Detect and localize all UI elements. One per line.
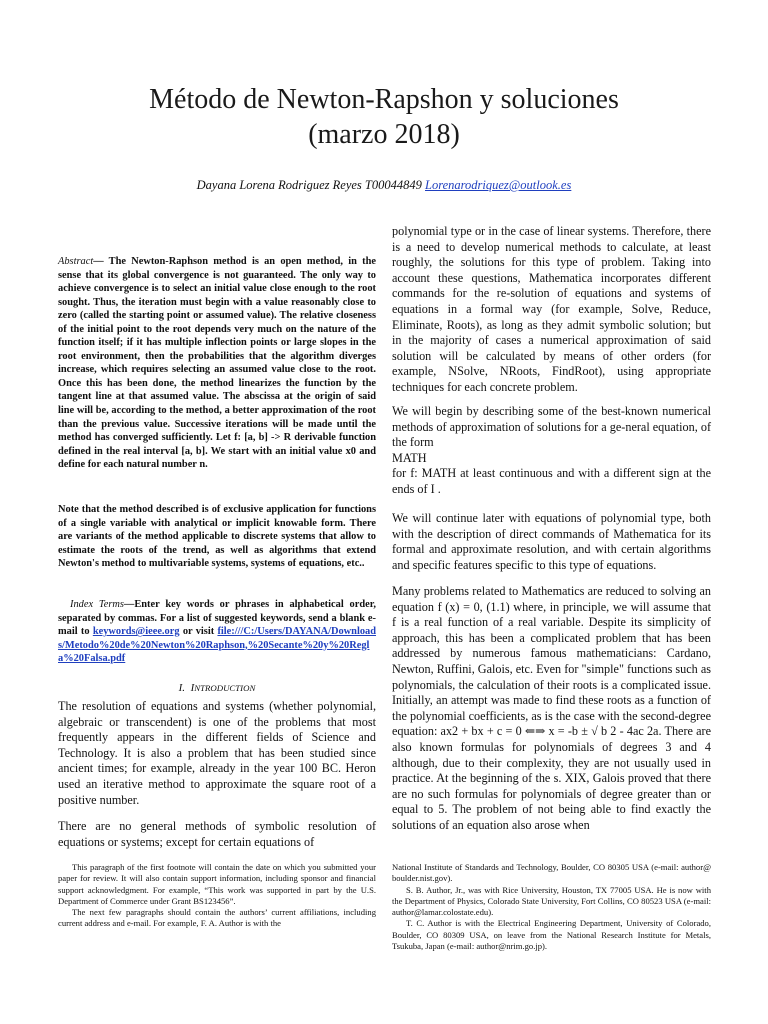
abstract-note: Note that the method described is of exclusive application for functions of a single variable with analytical or implicit knowable form. There are variants of the method applicable to discrete systems that allow to estimate the roots of the trend, as well as algorithms that extend Newton's method to multivariable systems, systems of equations, etc.. [58,504,376,570]
footnote: T. C. Author is with the Electrical Engineering Department, University of Colorado, Boulder, CO 80309 USA, on leave from the National Research Institute for Metals, Tsukuba, Japan (e-mail: author@nrim.go.jp). [392,918,711,952]
footnotes-right [392,862,711,952]
title-line-1: Método de Newton-Rapshon y soluciones [149,84,619,115]
body-paragraph: The resolution of equations and systems (whether polynomial, algebraic or transcendent) is one of the problems that most frequently appears in the different fields of Science and Technology. It is also a problem that has been studied since ancient times; for example, already in the year 100 BC. Heron used an iterative method to approximate the square root of a positive number. [58,699,376,807]
abstract-text: The Newton-Raphson method is an open method, in the sense that its global convergence is not guaranteed. The only way to achieve convergence is to select an initial value close enough to the root sought. Thus, the iteration must begin with a value reasonably close to zero (called the starting point or assumed value). The relative closeness of the initial point to the root depends very much on the nature of the function itself; if it has multiple inflection points or large slopes in the root environment, then the probabilities that the algorithm diverges increase, which requires selecting an assumed value close to the root. Once this has been done, the method linearizes the function by the tangent line at that assumed value. The abscissa at the origin of said line will be, according to the method, a better approximation of the root than the previous value. Successive iterations will be made until the method has converged sufficiently. Let f: [a, b] -> R derivable function defined in the real interval [a, b]. We start with an initial value x0 and define for each natural number n. [58,256,376,471]
body-paragraph: for f: MATH at least continuous and with a different sign at the ends of I . [392,466,711,496]
file-link[interactable]: file:///C:/Users/DAYANA/Downloads/Metodo%20de%20Newton%20Raphson,%20Secante%20y%20Regla%20Falsa.pdf [58,626,377,664]
body-paragraph: Many problems related to Mathematics are reduced to solving an equation f (x) = 0, (1.1) where, in principle, we will assume that f is a real function of a real variable. Despite its simplicity of approach, this has been a complicated problem that has been addressed by numerous famous mathematicians: Cardano, Newton, Ruffini, Galois, etc. Even for "simple" functions such as polynomials, the calculation of their roots is a complicated issue. Initially, an attempt was made to find these roots as a function of the polynomial coefficients, as is the case with the second-degree equation: ax2 + bx + c = 0 ⇐⇒ x = -b ± √ b 2 - 4ac 2a. There are also known formulas for polynomials of degrees 3 and 4 although, due to their complexity, they are not usually used in practice. At the beginning of the s. XIX, Galois proved that there are no such formulas for polynomials of degree greater than or equal to 5. The problem of not being able to find exactly the solutions of an equation also arose when [392,584,711,832]
intro-paragraph-1-block [58,699,376,808]
right-paragraph-2-block [392,404,711,498]
author-name: Dayana Lorena Rodriguez Reyes T00044849 [196,178,422,192]
footnotes-left [58,862,376,930]
author-email-link[interactable]: Lorenarodriquez@outlook.es [425,178,572,192]
abstract-block [58,255,376,472]
right-paragraph-3-block [392,511,711,573]
footnote: S. B. Author, Jr., was with Rice University, Houston, TX 77005 USA. He is now with the Department of Physics, Colorado State University, Fort Collins, CO 80523 USA (e-mail: author@lamar.colostate.edu). [392,884,711,918]
footnote: The next few paragraphs should contain the authors’ current affiliations, including current address and e-mail. For example, F. A. Author is with the [58,907,376,929]
body-paragraph: There are no general methods of symbolic resolution of equations or systems; except for certain equations of [58,819,376,849]
footnote: National Institute of Standards and Technology, Boulder, CO 80305 USA (e-mail: author@ boulder.nist.gov). [392,862,711,884]
body-paragraph: We will continue later with equations of polynomial type, both with the description of direct commands of Mathematica for its formal and approximate resolution, and with certain algorithms and specific features specific to this type of equations. [392,511,711,572]
intro-paragraph-2-block [58,819,376,850]
body-paragraph: polynomial type or in the case of linear systems. Therefore, there is a need to develop numerical methods to calculate, at least roughly, the solutions for this type of problem. Taking into account these questions, Mathematica incorporates different commands for the re-solution of equations and systems of equations in a formal way (for example, Solve, Reduce, Eliminate, Roots), as long as they admit symbolic solution; but in the majority of cases a numerical approximation of said solution will be calculated by means of other orders (for example, NSolve, NRoots, FindRoot), using appropriate techniques for each concrete problem. [392,224,711,394]
index-terms-label: Index Terms [70,599,124,610]
right-paragraph-1-block [392,224,711,396]
body-paragraph: We will begin by describing some of the best-known numerical methods of approximation of solutions for a ge-neral equation, of the form [392,404,711,450]
footnote: This paragraph of the first footnote will contain the date on which you submitted your paper for review. It will also contain support information, including sponsor and financial support acknowledgment. For example, “This work was supported in part by the U.S. Department of Commerce under Grant BS123456”. [58,862,376,906]
math-placeholder: MATH [392,450,427,465]
title-line-2: (marzo 2018) [308,119,460,150]
section-heading-introduction: I. INTRODUCTION [178,682,256,694]
abstract-paragraph: Abstract— The Newton-Raphson method is an open method, in the sense that its global convergence is not guaranteed. The only way to achieve convergence is to select an initial value close enough to the root sought. Thus, the iteration must begin with a value reasonably close to zero (called the starting point or assumed value). The relative closeness of the initial point to the root depends very much on the nature of the function itself; if it has multiple inflection points or large slopes in the root environment, then the probabilities that the algorithm diverges increase, which requires selecting an assumed value close to the root. Once this has been done, the method linearizes the function by the tangent line at that assumed value. The abscissa at the origin of said line will be, according to the method, a better approximation of the root than the previous value. Successive iterations will be made until the method has converged sufficiently. Let f: [a, b] -> R derivable function defined in the real interval [a, b]. We start with an initial value x0 and define for each natural number n. [58,256,376,471]
abstract-label: Abstract [58,256,94,267]
keywords-email-link[interactable]: keywords@ieee.org [92,626,180,637]
index-terms-paragraph: Index Terms—Enter key words or phrases in alphabetical order, separated by commas. For a list of suggested keywords, send a blank e-mail to keywords@ieee.org or visit file:///C:/Users/DAYANA/Downloads/Metodo%20de%20Newton%20Raphson,%20Secante%20y%20Regla%20Falsa.pdf [58,599,377,664]
author-line [0,178,768,193]
index-terms-block [58,598,376,666]
paper-title [0,82,768,152]
right-paragraph-4-block [392,584,711,834]
abstract-note-block [58,503,376,571]
